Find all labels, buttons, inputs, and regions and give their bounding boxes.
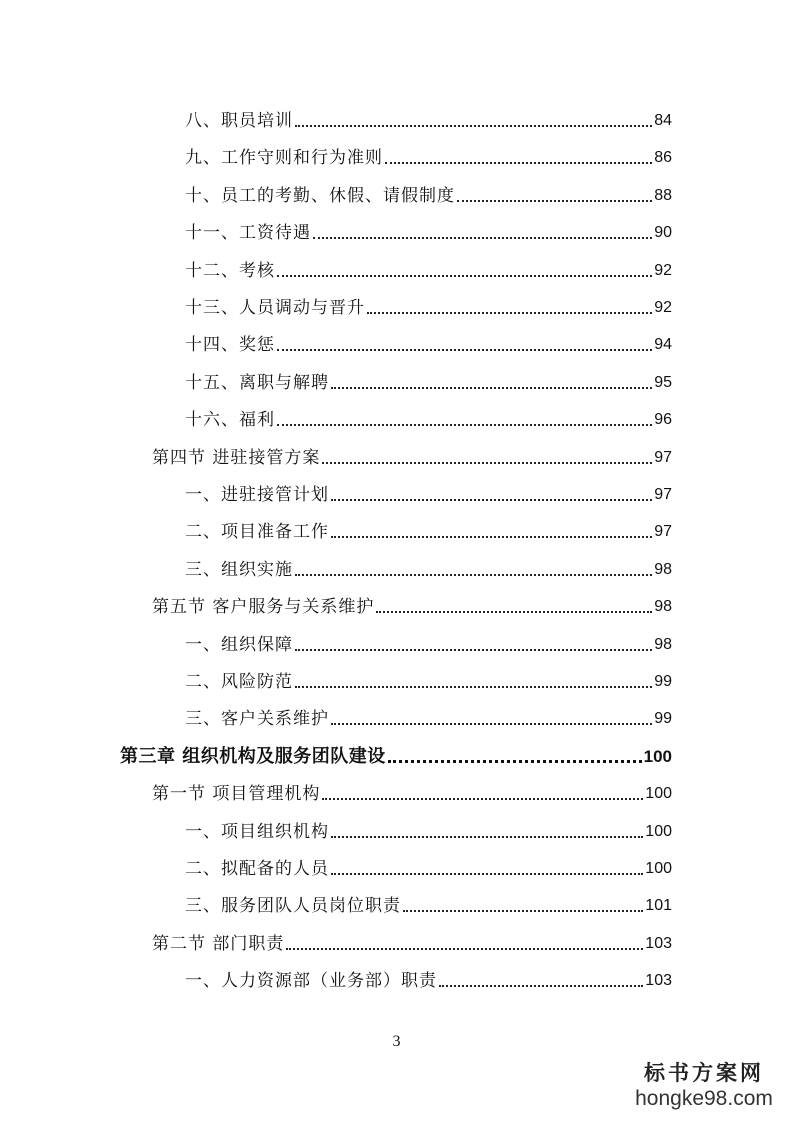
toc-entry-title: 二、风险防范 bbox=[185, 672, 293, 692]
toc-entry-title: 十一、工资待遇 bbox=[185, 223, 311, 244]
toc-entry[interactable] bbox=[185, 699, 672, 729]
toc-entry-page: 92 bbox=[654, 299, 672, 316]
dot-leader bbox=[295, 125, 652, 127]
toc-entry-page: 88 bbox=[654, 186, 672, 204]
toc-entry[interactable] bbox=[185, 213, 672, 243]
toc-entry-page: 103 bbox=[645, 934, 672, 952]
toc-entry-page: 96 bbox=[654, 411, 672, 429]
toc-entry[interactable] bbox=[185, 101, 672, 131]
dot-leader bbox=[331, 499, 652, 501]
dot-leader bbox=[277, 349, 652, 351]
dot-leader bbox=[385, 162, 652, 164]
toc-entry[interactable] bbox=[185, 400, 672, 430]
toc-entry-title: 九、工作守则和行为准则 bbox=[185, 148, 383, 169]
toc-entry-page: 95 bbox=[654, 373, 672, 391]
toc-entry-page: 97 bbox=[654, 523, 672, 541]
toc-entry[interactable] bbox=[185, 475, 672, 505]
dot-leader bbox=[322, 798, 643, 800]
dot-leader bbox=[295, 649, 652, 651]
dot-leader bbox=[403, 910, 643, 912]
toc-entry-title: 八、职员培训 bbox=[185, 111, 293, 131]
toc-entry-title: 三、组织实施 bbox=[185, 559, 293, 580]
toc-entry-page: 84 bbox=[654, 112, 672, 129]
toc-entry-page: 103 bbox=[645, 972, 672, 990]
toc-entry-page: 101 bbox=[645, 897, 672, 915]
dot-leader bbox=[457, 200, 652, 202]
dot-leader bbox=[331, 387, 652, 389]
toc-entry-page: 100 bbox=[645, 822, 672, 840]
toc-entry-page: 98 bbox=[654, 635, 672, 653]
toc-entry[interactable] bbox=[185, 625, 672, 655]
toc-entry-page: 100 bbox=[643, 746, 672, 766]
toc-entry-title: 十六、福利 bbox=[185, 410, 275, 431]
toc-entry[interactable] bbox=[152, 924, 672, 954]
dot-leader bbox=[277, 275, 652, 277]
dot-leader bbox=[331, 536, 652, 538]
toc-entry[interactable] bbox=[185, 512, 672, 542]
toc-entry-page: 98 bbox=[654, 560, 672, 578]
toc-entry-title: 十三、人员调动与晋升 bbox=[185, 298, 365, 318]
toc-entry[interactable] bbox=[185, 886, 672, 916]
toc-entry[interactable] bbox=[120, 737, 672, 767]
dot-leader bbox=[331, 873, 643, 875]
toc-entry-page: 99 bbox=[654, 673, 672, 690]
toc-entry[interactable] bbox=[185, 288, 672, 318]
toc-entry-title: 一、项目组织机构 bbox=[185, 821, 329, 842]
toc-entry[interactable] bbox=[185, 138, 672, 168]
dot-leader bbox=[376, 611, 652, 613]
toc-entry[interactable] bbox=[185, 363, 672, 393]
toc-entry-page: 94 bbox=[654, 336, 672, 354]
toc-entry-title: 十五、离职与解聘 bbox=[185, 372, 329, 393]
toc-entry-title: 十二、考核 bbox=[185, 260, 275, 281]
toc-entry-title: 二、拟配备的人员 bbox=[185, 859, 329, 879]
toc-entry-page: 100 bbox=[645, 860, 672, 877]
toc-entry-title: 十、员工的考勤、休假、请假制度 bbox=[185, 185, 455, 206]
toc-entry-title: 第五节 客户服务与关系维护 bbox=[152, 597, 375, 618]
dot-leader bbox=[277, 424, 652, 426]
toc-entry[interactable] bbox=[185, 849, 672, 879]
dot-leader bbox=[313, 237, 652, 239]
toc-entry-title: 三、客户关系维护 bbox=[185, 709, 329, 730]
toc-entry-title: 一、人力资源部（业务部）职责 bbox=[185, 971, 437, 992]
dot-leader bbox=[331, 836, 643, 838]
toc-entry[interactable] bbox=[152, 438, 672, 468]
dot-leader bbox=[295, 686, 652, 688]
toc-entry-page: 90 bbox=[654, 224, 672, 242]
toc-entry[interactable] bbox=[152, 587, 672, 617]
watermark-en: hongke98.com bbox=[635, 1087, 773, 1110]
dot-leader bbox=[295, 574, 652, 576]
toc-entry[interactable] bbox=[185, 961, 672, 991]
toc-entry[interactable] bbox=[185, 176, 672, 206]
toc-entry-title: 第三章 组织机构及服务团队建设 bbox=[120, 745, 386, 767]
toc-entry-title: 一、组织保障 bbox=[185, 634, 293, 655]
toc-entry-title: 二、项目准备工作 bbox=[185, 522, 329, 543]
dot-leader bbox=[439, 985, 643, 987]
toc-entry[interactable] bbox=[185, 812, 672, 842]
toc-entry[interactable] bbox=[152, 774, 672, 804]
toc-entry-title: 十四、奖惩 bbox=[185, 335, 275, 356]
watermark-logo bbox=[629, 1060, 779, 1112]
page-number: 3 bbox=[392, 1033, 401, 1050]
dot-leader bbox=[367, 312, 652, 314]
dot-leader bbox=[322, 462, 652, 464]
dot-leader bbox=[388, 760, 642, 763]
toc-entry[interactable] bbox=[185, 325, 672, 355]
toc-entry-title: 第二节 部门职责 bbox=[152, 933, 285, 954]
toc-entry-page: 97 bbox=[654, 448, 672, 466]
dot-leader bbox=[331, 723, 652, 725]
toc-entry[interactable] bbox=[185, 550, 672, 580]
toc-entry-page: 100 bbox=[645, 785, 672, 803]
toc-entry-title: 第四节 进驻接管方案 bbox=[152, 447, 321, 468]
toc-entry-title: 第一节 项目管理机构 bbox=[152, 784, 321, 805]
toc-entry-title: 一、进驻接管计划 bbox=[185, 485, 329, 505]
watermark-cn: 标书方案网 bbox=[644, 1060, 764, 1085]
dot-leader bbox=[286, 948, 643, 950]
toc-entry-page: 86 bbox=[654, 149, 672, 167]
toc-entry[interactable] bbox=[185, 662, 672, 692]
toc-entry-page: 97 bbox=[654, 486, 672, 503]
toc-entry-page: 98 bbox=[654, 598, 672, 616]
toc-entry-page: 92 bbox=[654, 261, 672, 279]
toc-entry-title: 三、服务团队人员岗位职责 bbox=[185, 896, 401, 917]
toc-entry[interactable] bbox=[185, 251, 672, 281]
toc-entry-page: 99 bbox=[654, 710, 672, 728]
